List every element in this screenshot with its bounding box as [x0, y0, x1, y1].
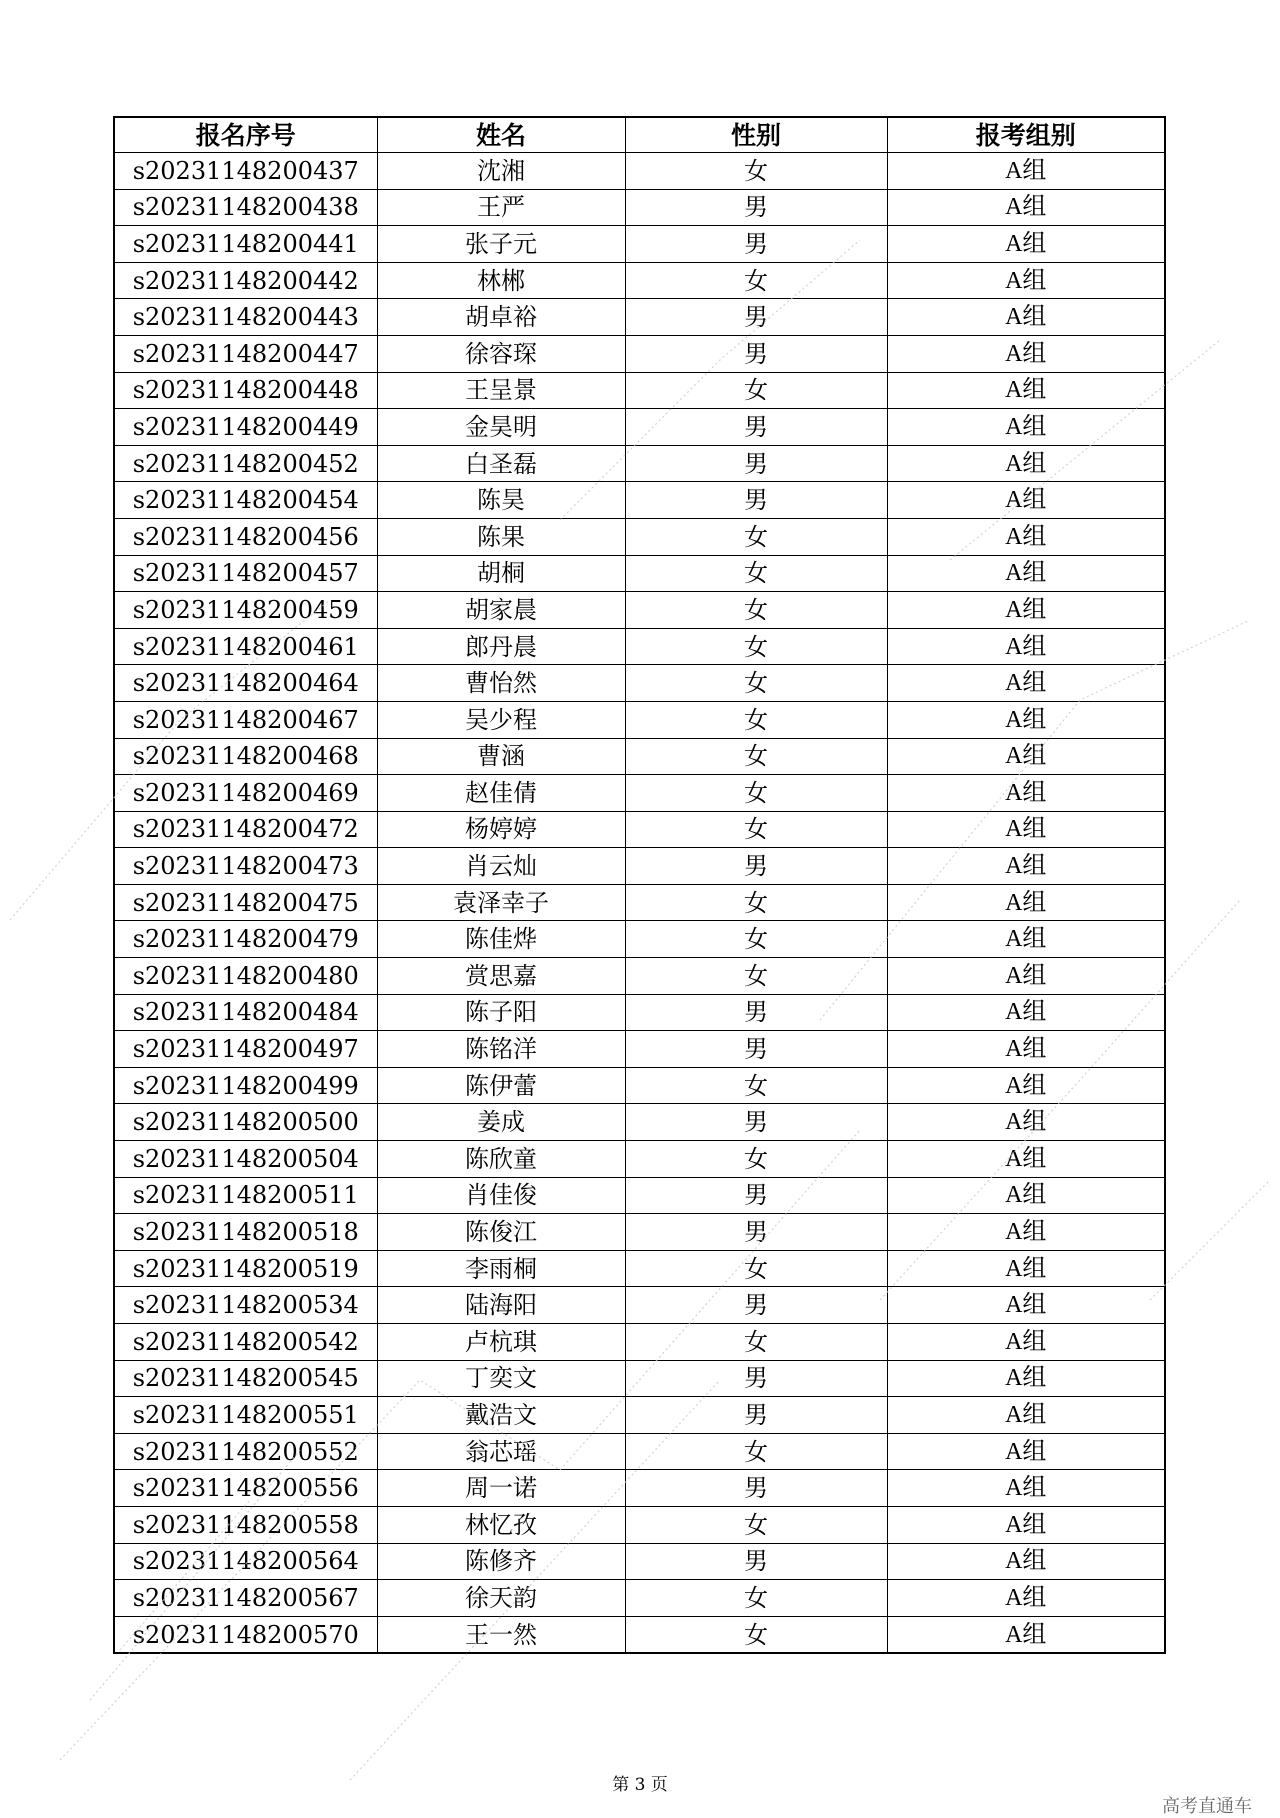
cell-registration-number: s20231148200556 — [114, 1470, 377, 1507]
cell-name: 陈子阳 — [377, 994, 625, 1031]
table-row — [114, 921, 1165, 958]
cell-group: A组 — [887, 592, 1165, 629]
cell-name: 赏思嘉 — [377, 958, 625, 995]
cell-name: 陈欣童 — [377, 1141, 625, 1178]
cell-group: A组 — [887, 555, 1165, 592]
cell-group: A组 — [887, 189, 1165, 226]
cell-registration-number: s20231148200469 — [114, 775, 377, 812]
cell-group: A组 — [887, 1470, 1165, 1507]
table-row — [114, 1287, 1165, 1324]
table-row — [114, 1433, 1165, 1470]
cell-registration-number: s20231148200552 — [114, 1433, 377, 1470]
cell-gender: 女 — [625, 153, 887, 190]
table-row — [114, 335, 1165, 372]
cell-name: 陆海阳 — [377, 1287, 625, 1324]
cell-group: A组 — [887, 701, 1165, 738]
cell-group: A组 — [887, 811, 1165, 848]
cell-registration-number: s20231148200459 — [114, 592, 377, 629]
cell-group: A组 — [887, 884, 1165, 921]
cell-name: 林忆孜 — [377, 1506, 625, 1543]
cell-name: 沈湘 — [377, 153, 625, 190]
cell-registration-number: s20231148200480 — [114, 958, 377, 995]
table-row — [114, 1067, 1165, 1104]
cell-gender: 男 — [625, 1031, 887, 1068]
cell-gender: 男 — [625, 1397, 887, 1434]
cell-registration-number: s20231148200468 — [114, 738, 377, 775]
cell-name: 周一诺 — [377, 1470, 625, 1507]
cell-name: 金昊明 — [377, 409, 625, 446]
cell-gender: 男 — [625, 1177, 887, 1214]
cell-registration-number: s20231148200567 — [114, 1580, 377, 1617]
cell-gender: 女 — [625, 811, 887, 848]
cell-gender: 男 — [625, 994, 887, 1031]
cell-name: 曹怡然 — [377, 665, 625, 702]
cell-name: 胡卓裕 — [377, 299, 625, 336]
cell-gender: 女 — [625, 1141, 887, 1178]
cell-registration-number: s20231148200448 — [114, 372, 377, 409]
cell-name: 王呈景 — [377, 372, 625, 409]
header-name: 姓名 — [377, 117, 625, 153]
table-row — [114, 884, 1165, 921]
cell-registration-number: s20231148200511 — [114, 1177, 377, 1214]
cell-name: 胡桐 — [377, 555, 625, 592]
header-gender: 性别 — [625, 117, 887, 153]
cell-name: 丁奕文 — [377, 1360, 625, 1397]
cell-registration-number: s20231148200443 — [114, 299, 377, 336]
cell-name: 陈伊蕾 — [377, 1067, 625, 1104]
cell-gender: 男 — [625, 445, 887, 482]
cell-name: 杨婷婷 — [377, 811, 625, 848]
table-body — [114, 153, 1165, 1654]
cell-gender: 女 — [625, 775, 887, 812]
cell-name: 陈果 — [377, 518, 625, 555]
cell-registration-number: s20231148200441 — [114, 226, 377, 263]
cell-group: A组 — [887, 1506, 1165, 1543]
cell-group: A组 — [887, 1433, 1165, 1470]
cell-gender: 女 — [625, 738, 887, 775]
cell-registration-number: s20231148200437 — [114, 153, 377, 190]
cell-group: A组 — [887, 1580, 1165, 1617]
cell-gender: 女 — [625, 1616, 887, 1653]
header-group: 报考组别 — [887, 117, 1165, 153]
cell-group: A组 — [887, 738, 1165, 775]
cell-gender: 男 — [625, 409, 887, 446]
cell-registration-number: s20231148200479 — [114, 921, 377, 958]
cell-group: A组 — [887, 1616, 1165, 1653]
cell-name: 王一然 — [377, 1616, 625, 1653]
cell-group: A组 — [887, 226, 1165, 263]
cell-gender: 男 — [625, 299, 887, 336]
cell-gender: 女 — [625, 665, 887, 702]
cell-name: 陈修齐 — [377, 1543, 625, 1580]
cell-registration-number: s20231148200558 — [114, 1506, 377, 1543]
cell-name: 赵佳倩 — [377, 775, 625, 812]
cell-name: 徐天韵 — [377, 1580, 625, 1617]
table-row — [114, 1470, 1165, 1507]
cell-registration-number: s20231148200473 — [114, 848, 377, 885]
cell-group: A组 — [887, 372, 1165, 409]
cell-name: 徐容琛 — [377, 335, 625, 372]
cell-group: A组 — [887, 775, 1165, 812]
cell-registration-number: s20231148200500 — [114, 1104, 377, 1141]
table-row — [114, 1031, 1165, 1068]
cell-name: 戴浩文 — [377, 1397, 625, 1434]
cell-group: A组 — [887, 1360, 1165, 1397]
cell-name: 林郴 — [377, 262, 625, 299]
table-row — [114, 226, 1165, 263]
registration-table — [113, 116, 1166, 1654]
cell-gender: 男 — [625, 1287, 887, 1324]
cell-gender: 女 — [625, 372, 887, 409]
table-row — [114, 1360, 1165, 1397]
cell-gender: 男 — [625, 848, 887, 885]
cell-registration-number: s20231148200504 — [114, 1141, 377, 1178]
table-row — [114, 1506, 1165, 1543]
cell-group: A组 — [887, 1250, 1165, 1287]
cell-group: A组 — [887, 848, 1165, 885]
table-row — [114, 1214, 1165, 1251]
cell-name: 张子元 — [377, 226, 625, 263]
cell-gender: 女 — [625, 701, 887, 738]
cell-gender: 男 — [625, 1543, 887, 1580]
cell-registration-number: s20231148200461 — [114, 628, 377, 665]
cell-group: A组 — [887, 1067, 1165, 1104]
cell-gender: 女 — [625, 958, 887, 995]
cell-registration-number: s20231148200464 — [114, 665, 377, 702]
table-row — [114, 409, 1165, 446]
table-row — [114, 958, 1165, 995]
cell-group: A组 — [887, 153, 1165, 190]
cell-gender: 男 — [625, 226, 887, 263]
cell-registration-number: s20231148200475 — [114, 884, 377, 921]
cell-gender: 男 — [625, 335, 887, 372]
table-row — [114, 1324, 1165, 1361]
cell-registration-number: s20231148200564 — [114, 1543, 377, 1580]
cell-registration-number: s20231148200457 — [114, 555, 377, 592]
table-row — [114, 665, 1165, 702]
cell-group: A组 — [887, 518, 1165, 555]
table-row — [114, 518, 1165, 555]
cell-registration-number: s20231148200442 — [114, 262, 377, 299]
cell-group: A组 — [887, 409, 1165, 446]
table-row — [114, 482, 1165, 519]
cell-group: A组 — [887, 921, 1165, 958]
cell-group: A组 — [887, 335, 1165, 372]
table-row — [114, 1141, 1165, 1178]
cell-group: A组 — [887, 1141, 1165, 1178]
cell-gender: 女 — [625, 921, 887, 958]
cell-gender: 女 — [625, 592, 887, 629]
cell-registration-number: s20231148200551 — [114, 1397, 377, 1434]
cell-gender: 男 — [625, 1104, 887, 1141]
cell-group: A组 — [887, 958, 1165, 995]
cell-registration-number: s20231148200534 — [114, 1287, 377, 1324]
cell-gender: 女 — [625, 1580, 887, 1617]
table-header-row — [114, 117, 1165, 153]
cell-gender: 男 — [625, 482, 887, 519]
cell-registration-number: s20231148200570 — [114, 1616, 377, 1653]
cell-name: 翁芯瑶 — [377, 1433, 625, 1470]
cell-gender: 女 — [625, 1433, 887, 1470]
cell-gender: 女 — [625, 262, 887, 299]
cell-name: 陈铭洋 — [377, 1031, 625, 1068]
cell-gender: 女 — [625, 1324, 887, 1361]
table-row — [114, 445, 1165, 482]
cell-name: 胡家晨 — [377, 592, 625, 629]
table-row — [114, 555, 1165, 592]
cell-name: 姜成 — [377, 1104, 625, 1141]
cell-name: 王严 — [377, 189, 625, 226]
table-row — [114, 1177, 1165, 1214]
cell-gender: 男 — [625, 1214, 887, 1251]
table-row — [114, 153, 1165, 190]
brand-mark: 高考直通车 — [1162, 1796, 1252, 1817]
cell-registration-number: s20231148200449 — [114, 409, 377, 446]
cell-name: 卢杭琪 — [377, 1324, 625, 1361]
cell-group: A组 — [887, 1104, 1165, 1141]
cell-gender: 女 — [625, 628, 887, 665]
cell-group: A组 — [887, 1031, 1165, 1068]
page-number: 第 3 页 — [612, 1775, 668, 1795]
cell-group: A组 — [887, 262, 1165, 299]
cell-group: A组 — [887, 665, 1165, 702]
cell-group: A组 — [887, 299, 1165, 336]
table-row — [114, 1397, 1165, 1434]
cell-registration-number: s20231148200519 — [114, 1250, 377, 1287]
table-row — [114, 848, 1165, 885]
cell-gender: 男 — [625, 1360, 887, 1397]
cell-name: 白圣磊 — [377, 445, 625, 482]
table-row — [114, 372, 1165, 409]
cell-registration-number: s20231148200467 — [114, 701, 377, 738]
cell-registration-number: s20231148200499 — [114, 1067, 377, 1104]
table-row — [114, 1250, 1165, 1287]
cell-group: A组 — [887, 1543, 1165, 1580]
cell-registration-number: s20231148200518 — [114, 1214, 377, 1251]
cell-gender: 女 — [625, 518, 887, 555]
cell-registration-number: s20231148200452 — [114, 445, 377, 482]
cell-gender: 男 — [625, 1470, 887, 1507]
table-row — [114, 811, 1165, 848]
cell-group: A组 — [887, 482, 1165, 519]
cell-name: 袁泽幸子 — [377, 884, 625, 921]
cell-registration-number: s20231148200456 — [114, 518, 377, 555]
cell-registration-number: s20231148200542 — [114, 1324, 377, 1361]
cell-group: A组 — [887, 628, 1165, 665]
table-row — [114, 701, 1165, 738]
table-row — [114, 1616, 1165, 1653]
table-row — [114, 775, 1165, 812]
cell-registration-number: s20231148200545 — [114, 1360, 377, 1397]
table-row — [114, 262, 1165, 299]
header-registration-number: 报名序号 — [114, 117, 377, 153]
table-row — [114, 994, 1165, 1031]
cell-name: 陈佳烨 — [377, 921, 625, 958]
cell-registration-number: s20231148200447 — [114, 335, 377, 372]
table-row — [114, 738, 1165, 775]
cell-registration-number: s20231148200472 — [114, 811, 377, 848]
cell-group: A组 — [887, 1214, 1165, 1251]
cell-gender: 女 — [625, 1067, 887, 1104]
cell-group: A组 — [887, 1177, 1165, 1214]
cell-gender: 女 — [625, 1250, 887, 1287]
cell-registration-number: s20231148200454 — [114, 482, 377, 519]
cell-name: 吴少程 — [377, 701, 625, 738]
table-row — [114, 299, 1165, 336]
cell-gender: 女 — [625, 1506, 887, 1543]
cell-group: A组 — [887, 1324, 1165, 1361]
cell-name: 李雨桐 — [377, 1250, 625, 1287]
cell-registration-number: s20231148200438 — [114, 189, 377, 226]
table-row — [114, 1580, 1165, 1617]
cell-name: 陈昊 — [377, 482, 625, 519]
cell-registration-number: s20231148200497 — [114, 1031, 377, 1068]
table-row — [114, 592, 1165, 629]
cell-group: A组 — [887, 1287, 1165, 1324]
cell-name: 肖云灿 — [377, 848, 625, 885]
cell-name: 曹涵 — [377, 738, 625, 775]
cell-name: 肖佳俊 — [377, 1177, 625, 1214]
table-row — [114, 1104, 1165, 1141]
cell-group: A组 — [887, 1397, 1165, 1434]
table-row — [114, 1543, 1165, 1580]
cell-name: 郎丹晨 — [377, 628, 625, 665]
cell-name: 陈俊江 — [377, 1214, 625, 1251]
cell-gender: 男 — [625, 189, 887, 226]
cell-registration-number: s20231148200484 — [114, 994, 377, 1031]
cell-group: A组 — [887, 445, 1165, 482]
cell-gender: 女 — [625, 555, 887, 592]
cell-gender: 女 — [625, 884, 887, 921]
cell-group: A组 — [887, 994, 1165, 1031]
table-row — [114, 628, 1165, 665]
table-row — [114, 189, 1165, 226]
